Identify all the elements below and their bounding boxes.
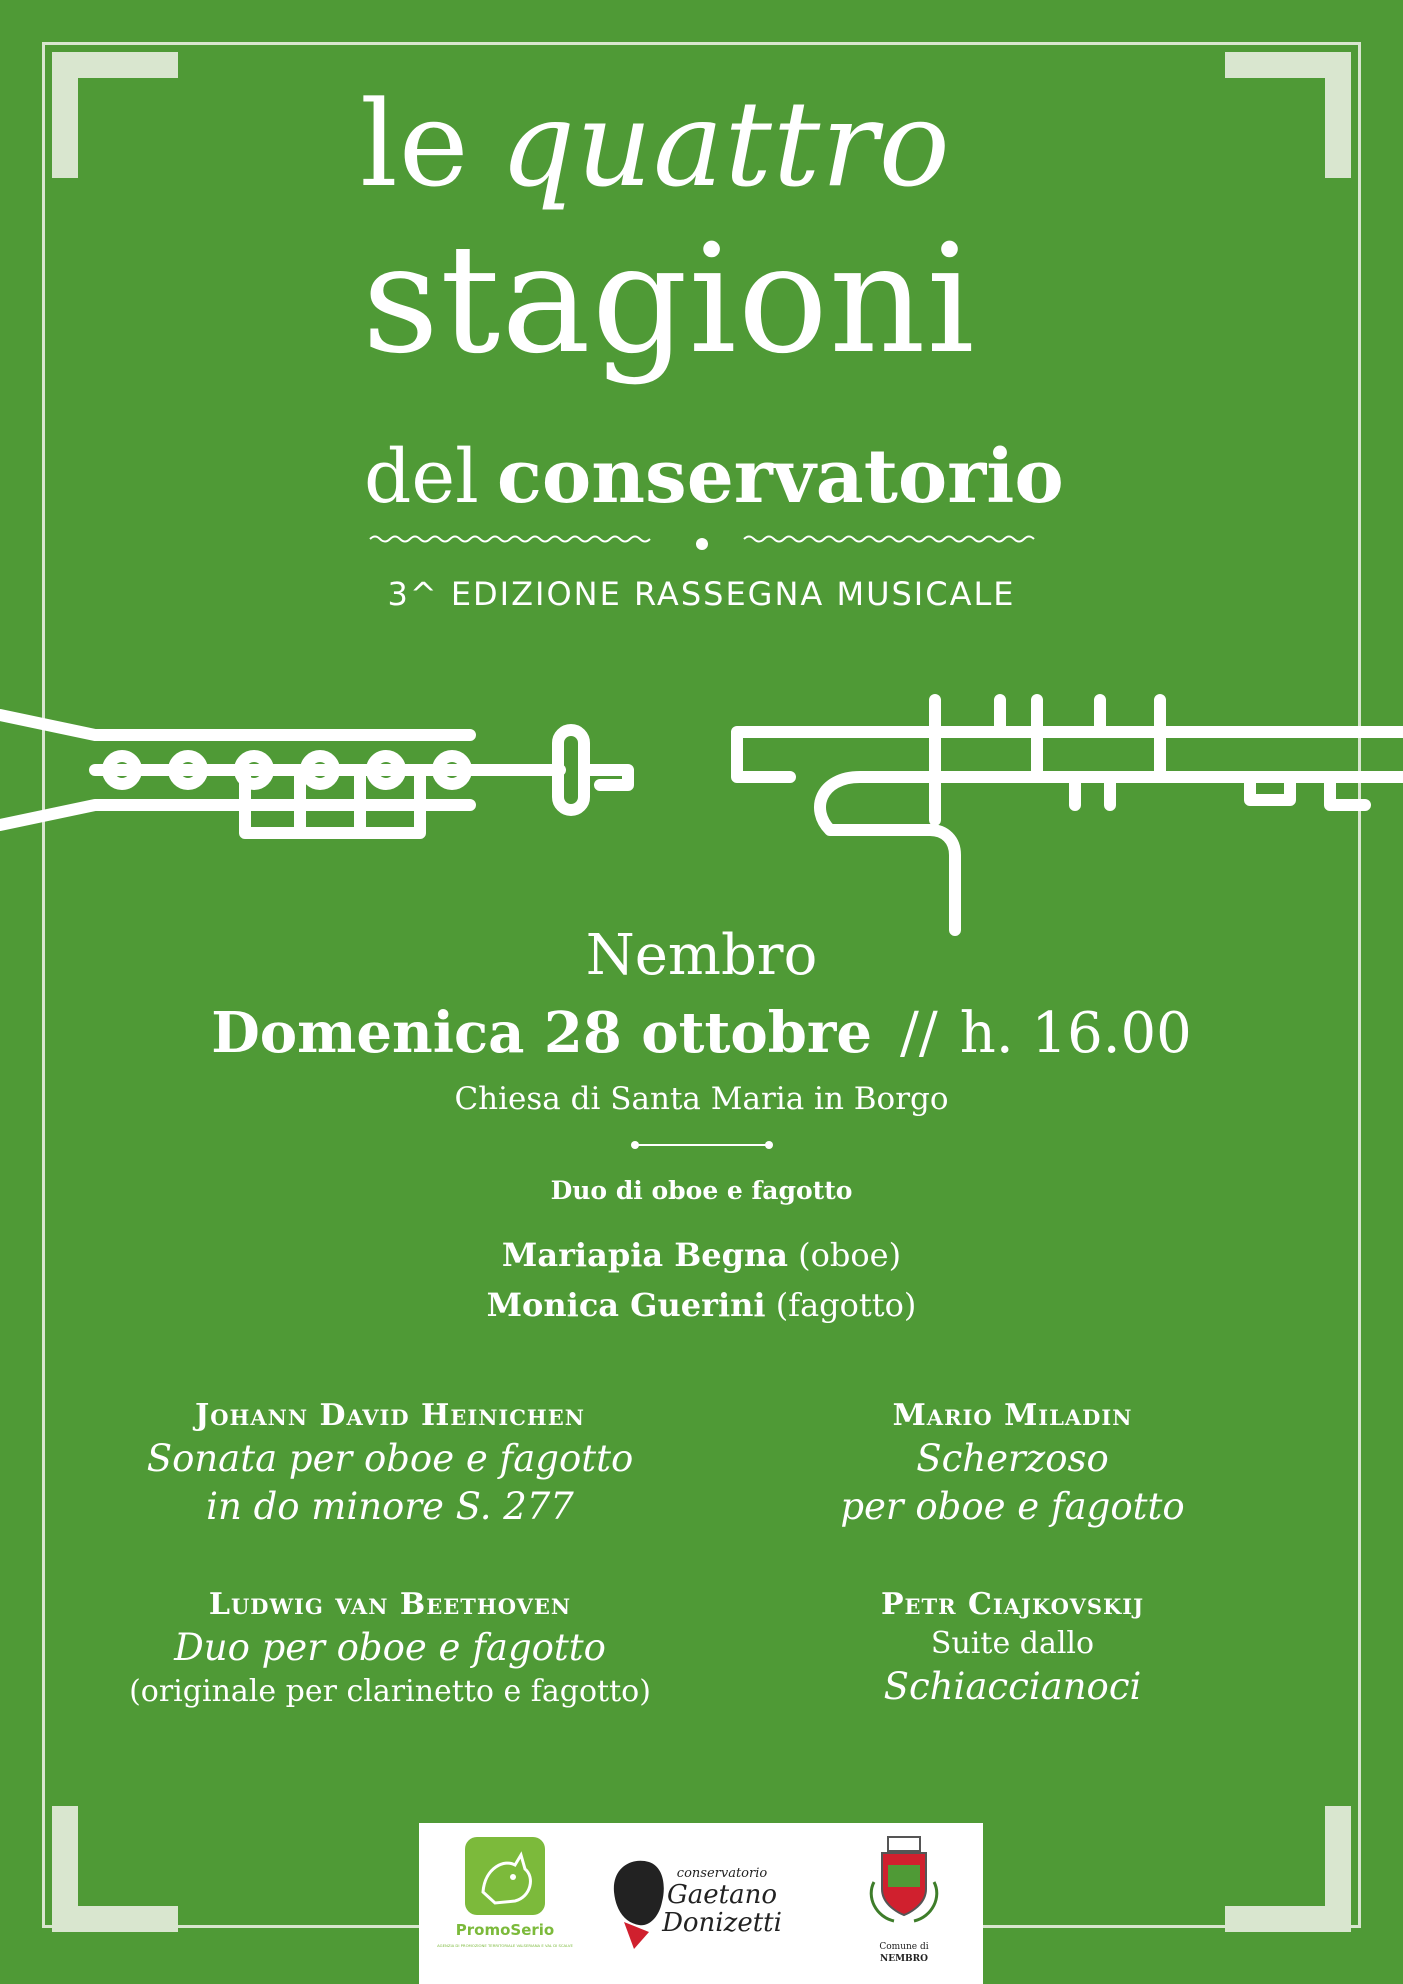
program-item-miladin — [720, 1396, 1305, 1531]
small-divider — [630, 1138, 774, 1152]
performer-name: Mariapia Begna — [501, 1236, 788, 1274]
comune-nembro-crest — [854, 1837, 954, 1977]
corner-top-right — [1225, 52, 1351, 178]
event-date: Domenica 28 ottobre — [211, 1000, 873, 1066]
sponsor-logos — [419, 1823, 983, 1984]
piece-title: Sonata per oboe e fagotto — [146, 1437, 634, 1480]
edition-subtitle: 3^ EDIZIONE RASSEGNA MUSICALE — [387, 575, 1016, 613]
performer-2 — [0, 1286, 1403, 1324]
piece-detail: per oboe e fagotto — [840, 1485, 1185, 1529]
conservatorio-donizetti-logo — [604, 1837, 804, 1967]
ensemble-name: Duo di oboe e fagotto — [550, 1176, 853, 1205]
oboe-bassoon-illustration — [0, 680, 1403, 950]
composer-name: Johann David Heinichen — [195, 1398, 585, 1433]
conservatorio-label: conservatorio — [676, 1866, 768, 1881]
piece-title: Scherzoso — [916, 1437, 1109, 1480]
piece-title: Suite dallo — [930, 1626, 1095, 1661]
date-time-separator: // — [900, 1001, 938, 1066]
title-line-1 — [360, 75, 951, 213]
performer-1 — [0, 1236, 1403, 1274]
composer-name: Mario Miladin — [892, 1398, 1133, 1433]
corner-top-left — [52, 52, 178, 178]
event-city: Nembro — [585, 923, 818, 988]
event-date-time — [0, 1000, 1403, 1066]
event-time: h. 16.00 — [959, 1001, 1192, 1066]
conservatorio-name-2: Donizetti — [662, 1908, 782, 1938]
promoserio-logo — [437, 1837, 573, 1967]
title-word-del: del — [364, 434, 479, 520]
title-word-le: le — [360, 75, 470, 213]
performer-role: (fagotto) — [775, 1286, 917, 1324]
piece-detail: in do minore S. 277 — [206, 1485, 574, 1529]
piece-detail: Schiaccianoci — [883, 1665, 1142, 1708]
program-item-ciajkovskij — [720, 1585, 1305, 1711]
wavy-divider — [370, 527, 1034, 567]
comune-label: Comune di — [879, 1942, 929, 1952]
performer-name: Monica Guerini — [486, 1286, 766, 1324]
program-item-heinichen — [80, 1396, 700, 1531]
promoserio-tagline: AGENZIA DI PROMOZIONE TERRITORIALE VALSERIANA E VAL DI SCALVE — [437, 1943, 573, 1948]
title-line-2: stagioni — [362, 213, 976, 387]
composer-name: Petr Ciajkovskij — [880, 1587, 1145, 1622]
title-line-3 — [364, 434, 1064, 520]
title-word-quattro: quattro — [499, 75, 951, 213]
composer-name: Ludwig van Beethoven — [208, 1587, 572, 1622]
program-item-beethoven — [80, 1585, 700, 1711]
piece-title: Duo per oboe e fagotto — [174, 1626, 606, 1669]
piece-detail: (originale per clarinetto e fagotto) — [129, 1674, 651, 1710]
event-venue: Chiesa di Santa Maria in Borgo — [454, 1081, 949, 1117]
comune-town: NEMBRO — [880, 1954, 928, 1964]
corner-bottom-left — [52, 1806, 178, 1932]
promoserio-name: PromoSerio — [455, 1921, 555, 1939]
corner-bottom-right — [1225, 1806, 1351, 1932]
performer-role: (oboe) — [798, 1236, 902, 1274]
conservatorio-name-1: Gaetano — [666, 1880, 778, 1910]
title-word-conservatorio: conservatorio — [496, 434, 1064, 520]
